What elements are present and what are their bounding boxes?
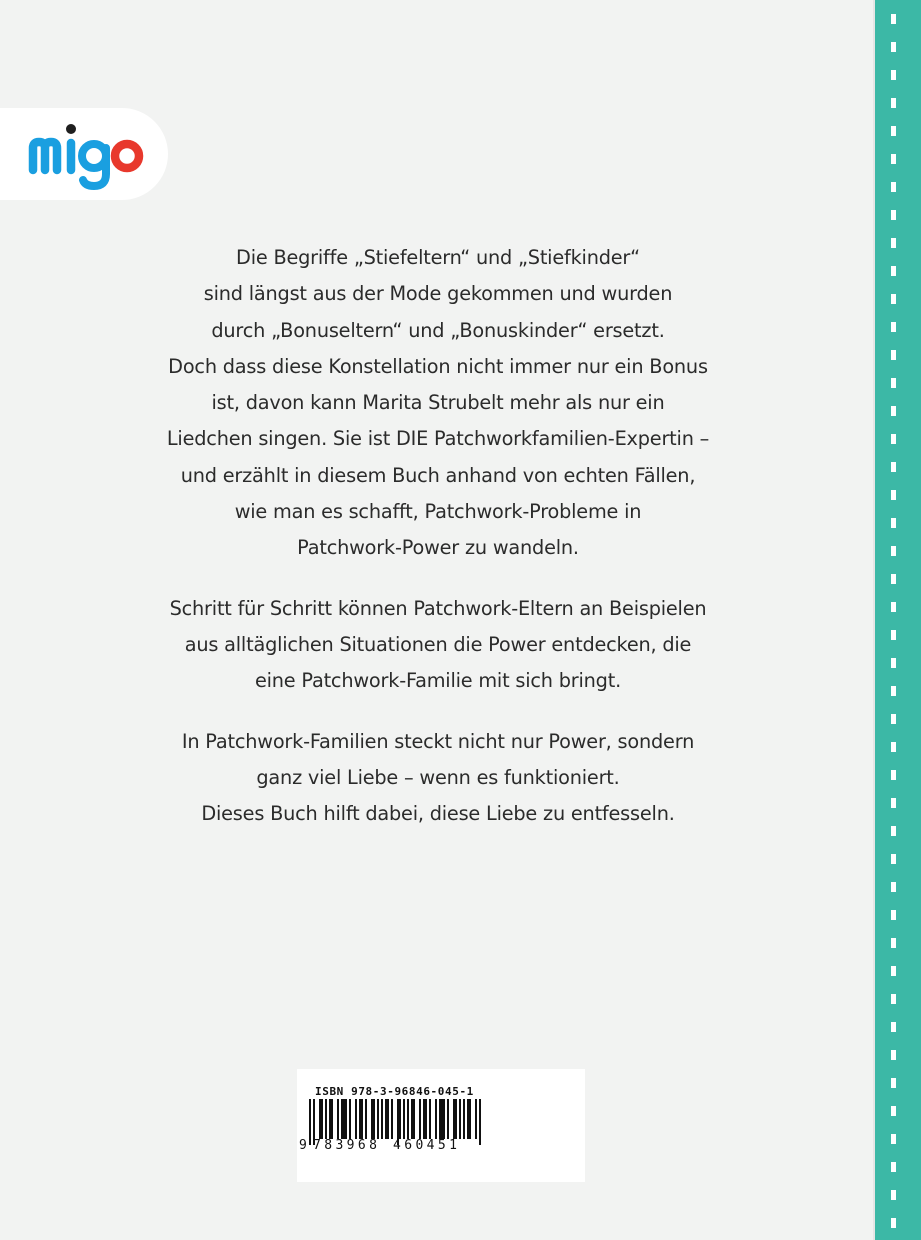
isbn-label: ISBN 978-3-96846-045-1 <box>315 1085 474 1098</box>
barcode-bar <box>403 1099 405 1139</box>
barcode-bar <box>387 1099 389 1139</box>
blurb-paragraph-1 <box>140 240 736 567</box>
barcode-bar <box>459 1099 461 1139</box>
barcode-bar <box>309 1099 311 1145</box>
blurb-line: und erzählt in diesem Buch anhand von echten Fällen, <box>180 463 696 487</box>
publisher-logo <box>27 118 147 198</box>
logo-letter-i-dot <box>66 124 76 134</box>
barcode-bar <box>391 1099 393 1139</box>
barcode-bar <box>423 1099 425 1139</box>
barcode-bar <box>331 1099 333 1139</box>
spine <box>873 0 921 1240</box>
blurb-line: Schritt für Schritt können Patchwork-Eltern an Beispielen <box>169 596 707 620</box>
barcode-bar <box>475 1099 477 1139</box>
barcode-bar <box>345 1099 347 1139</box>
barcode-bar <box>413 1099 415 1139</box>
blurb-line: ist, davon kann Marita Strubelt mehr als nur ein <box>211 391 665 415</box>
blurb-line: ganz viel Liebe – wenn es funktioniert. <box>256 765 620 789</box>
barcode-bar <box>371 1099 373 1139</box>
barcode-bar <box>381 1099 383 1139</box>
barcode-bar <box>407 1099 409 1139</box>
barcode-bar <box>321 1099 323 1139</box>
blurb-line: durch „Bonuseltern“ und „Bonuskinder“ ersetzt. <box>211 318 665 342</box>
back-cover-blurb <box>140 240 736 856</box>
barcode-bar <box>319 1099 321 1139</box>
barcode-bar <box>365 1099 367 1139</box>
barcode-digit-first: 9 <box>299 1138 307 1153</box>
barcode-bar <box>463 1099 465 1139</box>
barcode-bar <box>439 1099 441 1139</box>
barcode-bar <box>429 1099 431 1139</box>
barcode-bar <box>425 1099 427 1139</box>
barcode-bar <box>399 1099 401 1139</box>
barcode-bar <box>441 1099 443 1139</box>
barcode-digits-right: 460451 <box>393 1138 461 1153</box>
barcode-bar <box>385 1099 387 1139</box>
logo-letter-o <box>115 144 139 168</box>
barcode-digits-left: 783968 <box>313 1138 381 1153</box>
barcode-bar <box>349 1099 351 1139</box>
barcode-bar <box>411 1099 413 1139</box>
barcode-bar <box>419 1099 421 1139</box>
blurb-line: Doch dass diese Konstellation nicht immer nur ein Bonus <box>168 354 708 378</box>
barcode-bar <box>467 1099 469 1139</box>
blurb-line: aus alltäglichen Situationen die Power entdecken, die <box>184 632 692 656</box>
barcode-bar <box>453 1099 455 1139</box>
barcode-bar <box>455 1099 457 1139</box>
blurb-paragraph-2 <box>140 591 736 700</box>
blurb-line: Dieses Buch hilft dabei, diese Liebe zu entfesseln. <box>201 802 675 826</box>
spine-edge <box>873 0 875 1240</box>
logo-letter-m <box>33 142 57 170</box>
blurb-line: Die Begriffe „Stiefeltern“ und „Stiefkinder“ <box>236 246 640 269</box>
spine-stitching <box>891 14 896 1234</box>
barcode-bar <box>337 1099 339 1139</box>
blurb-line: Liedchen singen. Sie ist DIE Patchworkfamilien-Expertin – <box>166 427 710 451</box>
barcode-bar <box>341 1099 343 1139</box>
blurb-paragraph-3 <box>140 724 736 833</box>
blurb-line: sind längst aus der Mode gekommen und wurden <box>203 282 673 306</box>
barcode-bar <box>469 1099 471 1139</box>
blurb-line: wie man es schafft, Patchwork-Probleme in <box>234 500 642 524</box>
blurb-line: Patchwork-Power zu wandeln. <box>297 536 579 560</box>
barcode-bar <box>447 1099 449 1139</box>
barcode-bar <box>343 1099 345 1139</box>
barcode-bar <box>359 1099 361 1139</box>
barcode-bar <box>479 1099 481 1145</box>
barcode-bar <box>435 1099 437 1139</box>
blurb-line: In Patchwork-Familien steckt nicht nur Power, sondern <box>181 729 695 753</box>
barcode-bar <box>373 1099 375 1139</box>
barcode-bar <box>355 1099 357 1139</box>
barcode-bar <box>329 1099 331 1139</box>
barcode-bar <box>443 1099 445 1139</box>
barcode-bar <box>325 1099 327 1139</box>
barcode-bar <box>361 1099 363 1139</box>
barcode-bar <box>377 1099 379 1139</box>
blurb-line: eine Patchwork-Familie mit sich bringt. <box>254 669 622 693</box>
isbn-barcode-box <box>297 1069 585 1182</box>
